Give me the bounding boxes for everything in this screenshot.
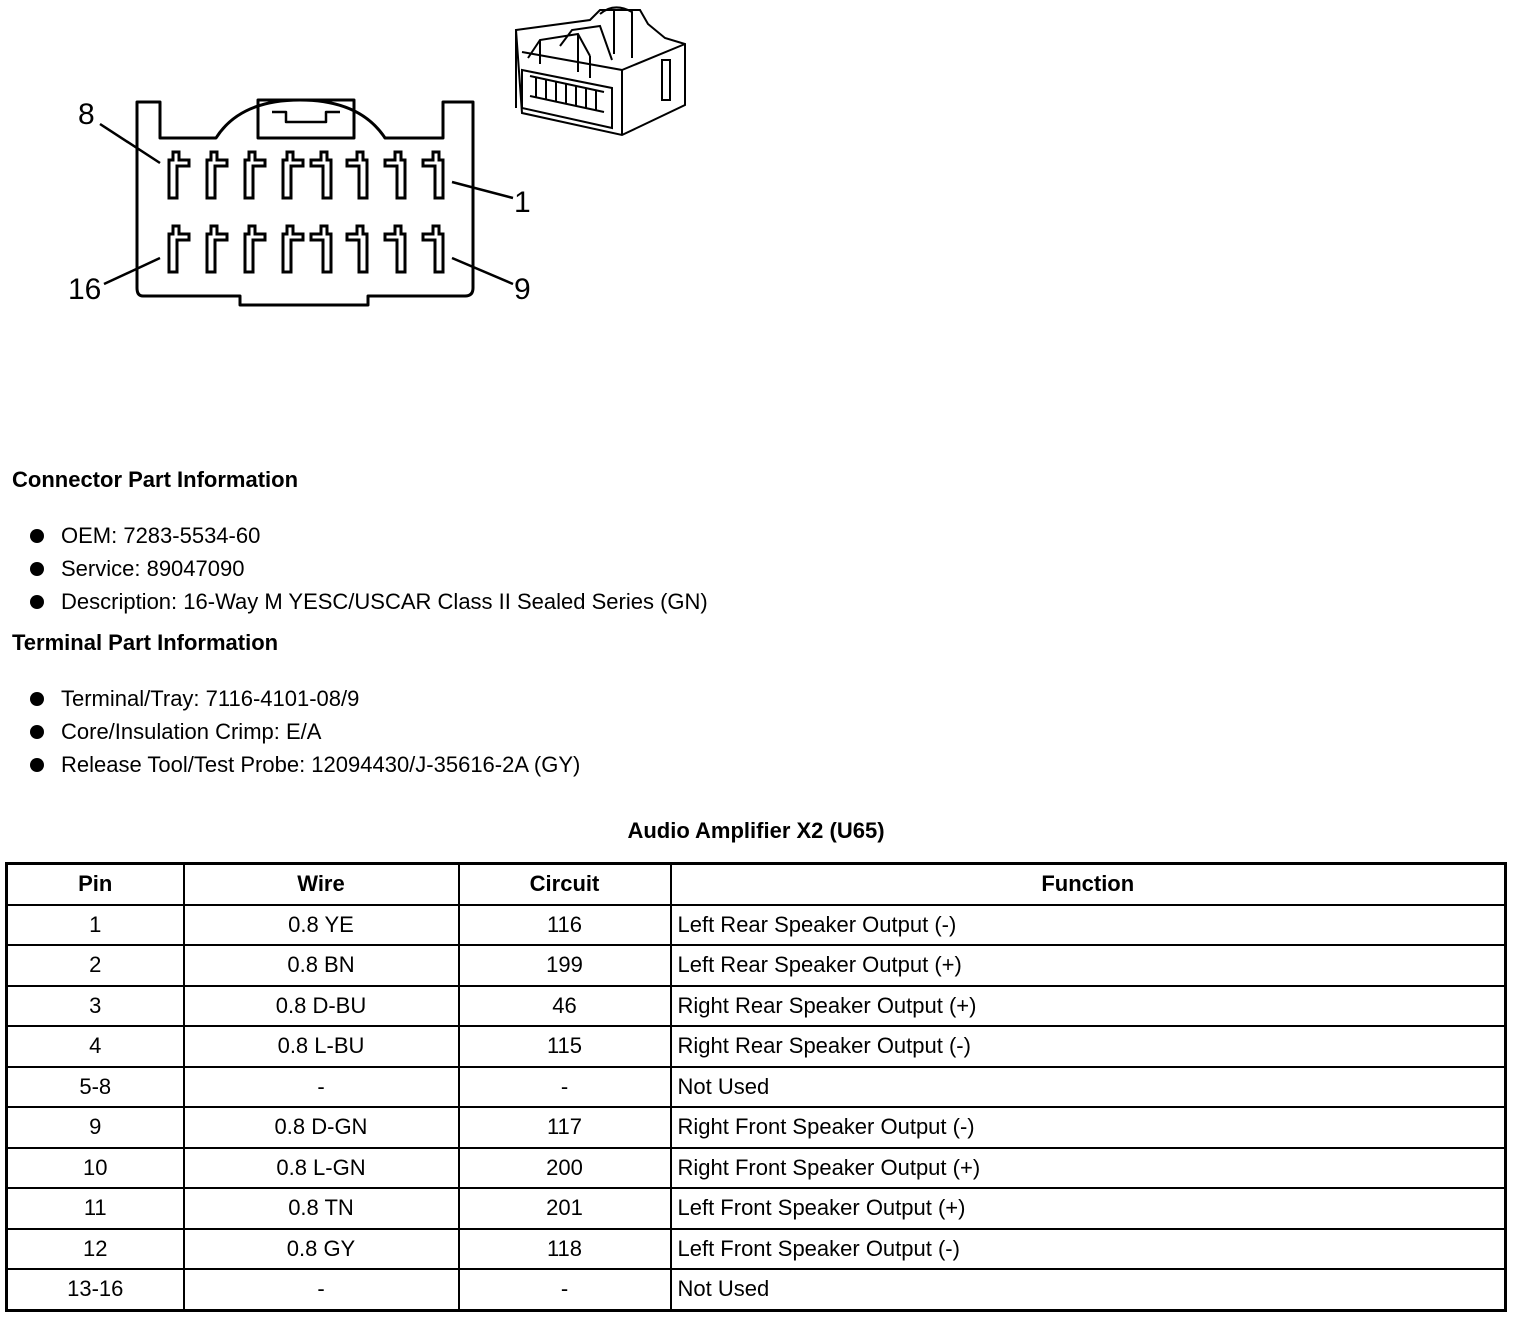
terminal-cavity <box>283 152 303 198</box>
table-header-row <box>7 864 1506 905</box>
cell-circuit: 118 <box>459 1229 671 1270</box>
terminal-cavity <box>311 152 331 198</box>
cell-function: Left Front Speaker Output (+) <box>671 1188 1506 1229</box>
cell-pin: 3 <box>7 986 184 1027</box>
list-item-text: Terminal/Tray: 7116-4101-08/9 <box>61 686 360 711</box>
cell-circuit: 201 <box>459 1188 671 1229</box>
terminal-cavity <box>423 226 443 272</box>
cell-circuit: 116 <box>459 905 671 946</box>
list-item <box>30 552 708 585</box>
cell-pin: 12 <box>7 1229 184 1270</box>
cell-wire: - <box>184 1067 459 1108</box>
leader-line-9 <box>452 258 513 284</box>
connector-info-heading: Connector Part Information <box>12 467 299 492</box>
terminal-info-list <box>30 682 580 781</box>
cell-circuit: 115 <box>459 1026 671 1067</box>
cell-function: Right Rear Speaker Output (-) <box>671 1026 1506 1067</box>
cell-wire: - <box>184 1269 459 1310</box>
cell-pin: 13-16 <box>7 1269 184 1310</box>
cell-wire: 0.8 L-BU <box>184 1026 459 1067</box>
table-row <box>7 986 1506 1027</box>
table-row <box>7 905 1506 946</box>
cell-wire: 0.8 YE <box>184 905 459 946</box>
cell-function: Not Used <box>671 1067 1506 1108</box>
cell-wire: 0.8 BN <box>184 945 459 986</box>
bullet-icon <box>30 595 44 609</box>
terminal-cavity <box>207 226 227 272</box>
cell-pin: 11 <box>7 1188 184 1229</box>
pin-label-8: 8 <box>78 98 95 131</box>
pin-label-16: 16 <box>68 273 102 306</box>
connector-info-list <box>30 519 708 618</box>
cell-pin: 10 <box>7 1148 184 1189</box>
table-row <box>7 945 1506 986</box>
list-item <box>30 519 708 552</box>
terminal-cavity <box>347 152 367 198</box>
terminal-info-heading: Terminal Part Information <box>12 630 279 655</box>
terminal-cavity <box>311 226 331 272</box>
cell-pin: 4 <box>7 1026 184 1067</box>
terminal-cavity <box>423 152 443 198</box>
leader-line-8 <box>100 124 160 163</box>
list-item-text: OEM: 7283-5534-60 <box>61 523 261 548</box>
connector-3d-illustration <box>516 7 685 135</box>
list-item-text: Release Tool/Test Probe: 12094430/J-35616-2A (GY) <box>61 752 581 777</box>
list-item <box>30 585 708 618</box>
cell-wire: 0.8 L-GN <box>184 1148 459 1189</box>
pin-label-9: 9 <box>514 273 531 306</box>
list-item-text: Core/Insulation Crimp: E/A <box>61 719 322 744</box>
terminal-cavity <box>283 226 303 272</box>
list-item <box>30 682 580 715</box>
cell-circuit: 46 <box>459 986 671 1027</box>
table-row <box>7 1067 1506 1108</box>
terminal-cavity <box>245 152 265 198</box>
table-row <box>7 1269 1506 1310</box>
list-item-text: Description: 16-Way M YESC/USCAR Class II Sealed Series (GN) <box>61 589 708 614</box>
cell-pin: 2 <box>7 945 184 986</box>
cell-wire: 0.8 GY <box>184 1229 459 1270</box>
terminal-cavity <box>347 226 367 272</box>
terminal-cavities <box>169 152 443 272</box>
terminal-cavity <box>169 226 189 272</box>
cell-circuit: - <box>459 1269 671 1310</box>
cell-function: Not Used <box>671 1269 1506 1310</box>
terminal-cavity <box>385 226 405 272</box>
cell-wire: 0.8 D-GN <box>184 1107 459 1148</box>
table-row <box>7 1026 1506 1067</box>
bullet-icon <box>30 725 44 739</box>
pin-label-1: 1 <box>514 186 531 219</box>
table-row <box>7 1148 1506 1189</box>
column-header-circuit: Circuit <box>459 864 671 905</box>
connector-diagram <box>0 0 720 320</box>
cell-pin: 1 <box>7 905 184 946</box>
cell-pin: 9 <box>7 1107 184 1148</box>
cell-function: Left Rear Speaker Output (+) <box>671 945 1506 986</box>
bullet-icon <box>30 758 44 772</box>
table-row <box>7 1229 1506 1270</box>
bullet-icon <box>30 529 44 543</box>
list-item <box>30 715 580 748</box>
table-row <box>7 1107 1506 1148</box>
cell-function: Right Rear Speaker Output (+) <box>671 986 1506 1027</box>
cell-circuit: - <box>459 1067 671 1108</box>
cell-function: Left Front Speaker Output (-) <box>671 1229 1506 1270</box>
cell-function: Right Front Speaker Output (+) <box>671 1148 1506 1189</box>
table-row <box>7 1188 1506 1229</box>
cell-circuit: 199 <box>459 945 671 986</box>
table-title: Audio Amplifier X2 (U65) <box>627 818 885 843</box>
bullet-icon <box>30 562 44 576</box>
cell-circuit: 200 <box>459 1148 671 1189</box>
bullet-icon <box>30 692 44 706</box>
leader-line-1 <box>452 182 513 198</box>
terminal-cavity <box>385 152 405 198</box>
cell-wire: 0.8 TN <box>184 1188 459 1229</box>
pinout-table <box>5 862 1507 1312</box>
column-header-wire: Wire <box>184 864 459 905</box>
cell-wire: 0.8 D-BU <box>184 986 459 1027</box>
column-header-function: Function <box>671 864 1506 905</box>
terminal-cavity <box>169 152 189 198</box>
list-item <box>30 748 580 781</box>
column-header-pin: Pin <box>7 864 184 905</box>
terminal-cavity <box>245 226 265 272</box>
cell-function: Right Front Speaker Output (-) <box>671 1107 1506 1148</box>
leader-line-16 <box>104 258 160 284</box>
cell-pin: 5-8 <box>7 1067 184 1108</box>
terminal-cavity <box>207 152 227 198</box>
cell-circuit: 117 <box>459 1107 671 1148</box>
connector-face-outline <box>137 100 473 305</box>
list-item-text: Service: 89047090 <box>61 556 245 581</box>
cell-function: Left Rear Speaker Output (-) <box>671 905 1506 946</box>
